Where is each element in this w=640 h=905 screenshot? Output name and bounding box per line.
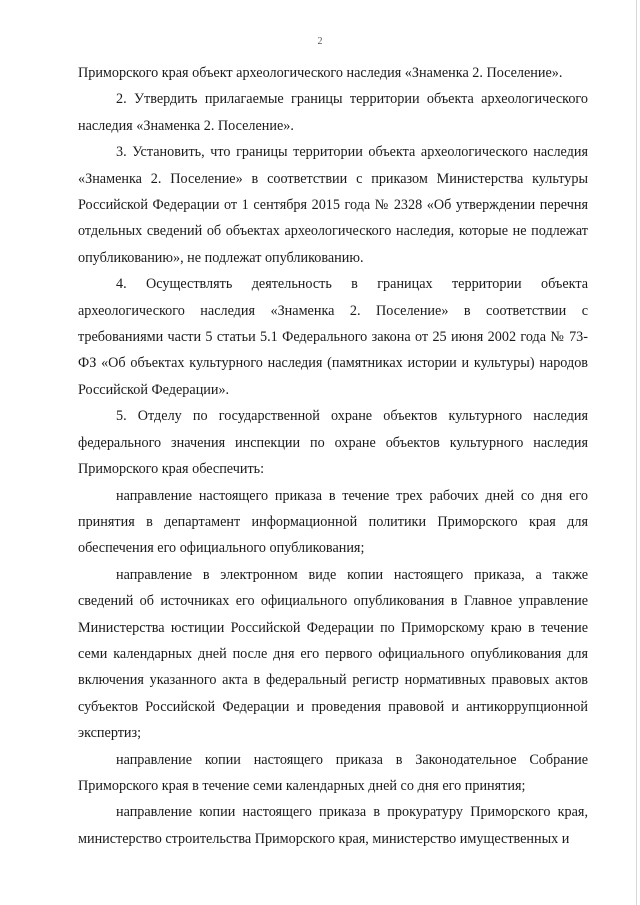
paragraph-subitem-justice-ministry: направление в электронном виде копии настоящего приказа, а также сведений об источниках его официального опубликования в Главное управление Министерства юстиции Российской Федерации по Приморскому краю в течение семи календарных дней после дня его первого официального опубликования для включения указанного акта в федеральный регистр нормативных правовых актов субъектов Российской Федерации и проведения правовой и антикоррупционной экспертиз; [78,566,588,742]
paragraph-item-3: 3. Установить, что границы территории объекта археологического наследия «Знаменка 2. Поселение» в соответствии с приказом Министерства культуры Российской Федерации от 1 сентября 2015 года № 2328 «Об утверждении перечня отдельных сведений об объектах археологического наследия, которые не подлежат опубликованию», не подлежат опубликованию. [78,144,588,266]
paragraph-subitem-publication: направление настоящего приказа в течение трех рабочих дней со дня его принятия в департамент информационной политики Приморского края для обеспечения его официального опубликования; [78,487,588,557]
paragraph-subitem-prosecutor: направление копии настоящего приказа в прокуратуру Приморского края, министерство строительства Приморского края, министерство имущественных и [78,804,588,847]
paragraph-item-2: 2. Утвердить прилагаемые границы территории объекта археологического наследия «Знаменка 2. Поселение». [78,91,588,134]
page-edge-line [636,0,637,905]
paragraph-continuation: Приморского края объект археологического наследия «Знаменка 2. Поселение». [78,65,563,81]
paragraph-item-5: 5. Отделу по государственной охране объектов культурного наследия федерального значения инспекции по охране объектов культурного наследия Приморского края обеспечить: [78,408,588,478]
document-body [78,60,588,852]
paragraph-item-4: 4. Осуществлять деятельность в границах территории объекта археологического наследия «Знаменка 2. Поселение» в соответствии с требованиями части 5 статьи 5.1 Федерального закона от 25 июня 2002 года № 73-ФЗ «Об объектах культурного наследия (памятниках истории и культуры) народов Российской Федерации». [78,276,588,398]
paragraph-subitem-legislative-assembly: направление копии настоящего приказа в Законодательное Собрание Приморского края в течение семи календарных дней со дня его принятия; [78,751,588,794]
page-number: 2 [317,36,323,47]
